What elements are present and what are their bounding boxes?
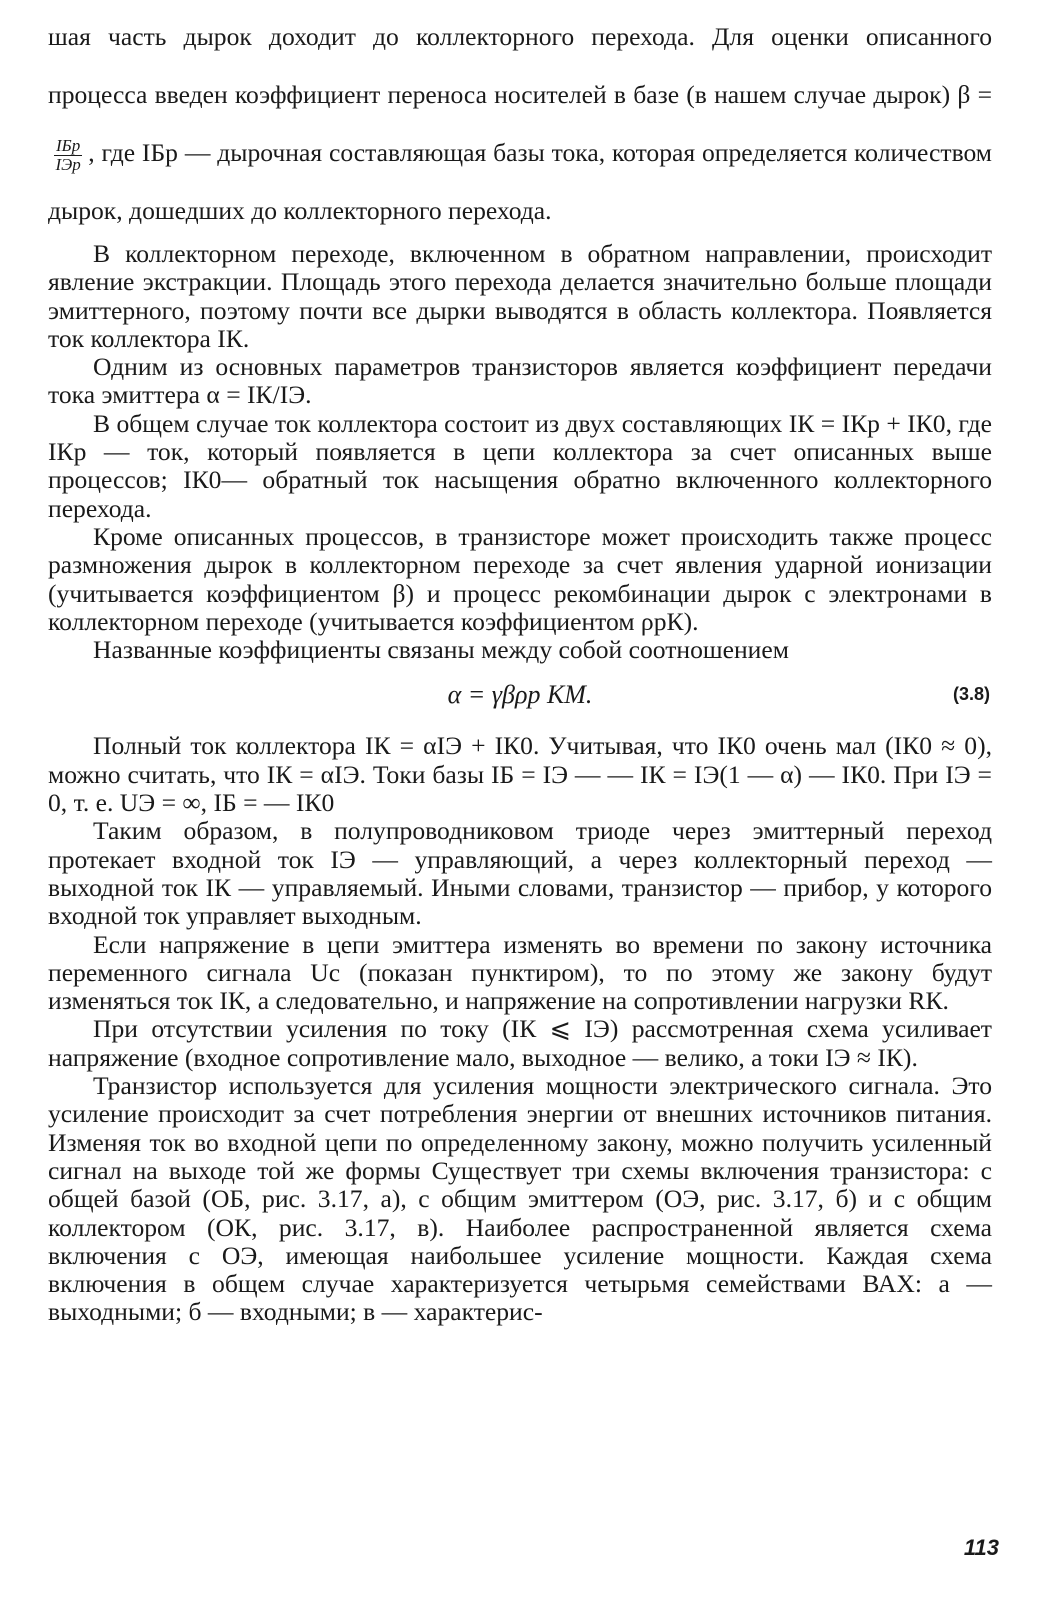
paragraph-full-current: Полный ток коллектора IК = αIЭ + IК0. Учитывая, что IК0 очень мал (IК0 ≈ 0), можно считать, что IК = αIЭ. Токи базы IБ = IЭ — — IК = IЭ(1 — α) — IК0. При IЭ = 0, т. е. UЭ = ∞, IБ = — IК0 <box>48 731 992 818</box>
paragraph-relation: Названные коэффициенты связаны между собой соотношением <box>93 635 789 665</box>
formula-block <box>48 668 992 726</box>
beta-fraction-numerator: IБр <box>56 135 81 155</box>
paragraph-triode: Таким образом, в полупроводниковом триоде через эмиттерный переход протекает входной ток IЭ — управляющий, а через коллекторный переход — выходной ток IК — управляемый. Иными словами, транзистор — прибор, у которого входной ток управляет выходным. <box>48 816 992 931</box>
paragraph-intro-text: шая часть дырок доходит до коллекторного перехода. Для оценки описанного процесса введен коэффициент переноса носителей в базе (в нашем случае дырок) β = <box>48 22 992 109</box>
paragraph-extraction: В коллекторном переходе, включенном в обратном направлении, происходит явление экстракции. Площадь этого перехода делается значительно больше площади эмиттерного, поэтому почти все дырки выводятся в область коллектора. Появляется ток коллектора IК. <box>48 239 992 353</box>
page-number: 113 <box>963 1535 999 1560</box>
equation-number: (3.8) <box>952 684 990 705</box>
beta-fraction-denominator: IЭр <box>55 154 81 174</box>
formula-3-8: α = γβρp КM. <box>447 680 593 710</box>
paragraph-power-gain: Транзистор используется для усиления мощности электрического сигнала. Это усиление происходит за счет потребления энергии от внешних источников питания. Изменяя ток во входной цепи по определенному закону, можно получить усиленный сигнал на выходе той же формы Существует три схемы включения транзистора: с общей базой (ОБ, рис. 3.17, а), с общим эмиттером (ОЭ, рис. 3.17, б) и с общим коллектором (ОК, рис. 3.17, в). Наиболее распространенной является схема включения с ОЭ, имеющая наибольшее усиление мощности. Каждая схема включения в общем случае характеризуется четырьмя семействами ВАХ: а — выходными; б — входными; в — характерис- <box>48 1071 992 1327</box>
page-body <box>48 8 992 1327</box>
paragraph-alpha: Одним из основных параметров транзисторов является коэффициент передачи тока эмиттера α = IК/IЭ. <box>48 352 992 410</box>
paragraph-intro <box>48 8 992 240</box>
paragraph-signal: Если напряжение в цепи эмиттера изменять во времени по закону источника переменного сигнала Uс (показан пунктиром), то по этому же закону будут изменяться ток IК, а следовательно, и напряжение на сопротивлении нагрузки RК. <box>48 929 992 1016</box>
beta-fraction <box>54 137 82 174</box>
paragraph-collector-current: В общем случае ток коллектора состоит из двух составляющих IК = IКр + IК0, где IКр — ток, который появляется в цепи коллектора за счет описанных выше процессов; IК0— обратный ток насыщения обратно включенного коллекторного перехода. <box>48 408 992 523</box>
paragraph-multiplication: Кроме описанных процессов, в транзисторе может происходить также процесс размножения дырок в коллекторном переходе за счет явления ударной ионизации (учитывается коэффициентом β) и процесс рекомбинации дырок с электронами в коллекторном переходе (учитывается коэффициентом ρpК). <box>48 521 992 636</box>
paragraph-intro-continued: , где IБр — дырочная составляющая базы тока, которая определяется количеством дырок, дошедших до коллекторного перехода. <box>48 138 992 225</box>
paragraph-no-gain: При отсутствии усиления по току (IК ⩽ IЭ) рассмотренная схема усиливает напряжение (входное сопротивление мало, выходное — велико, а токи IЭ ≈ IК). <box>48 1014 992 1072</box>
